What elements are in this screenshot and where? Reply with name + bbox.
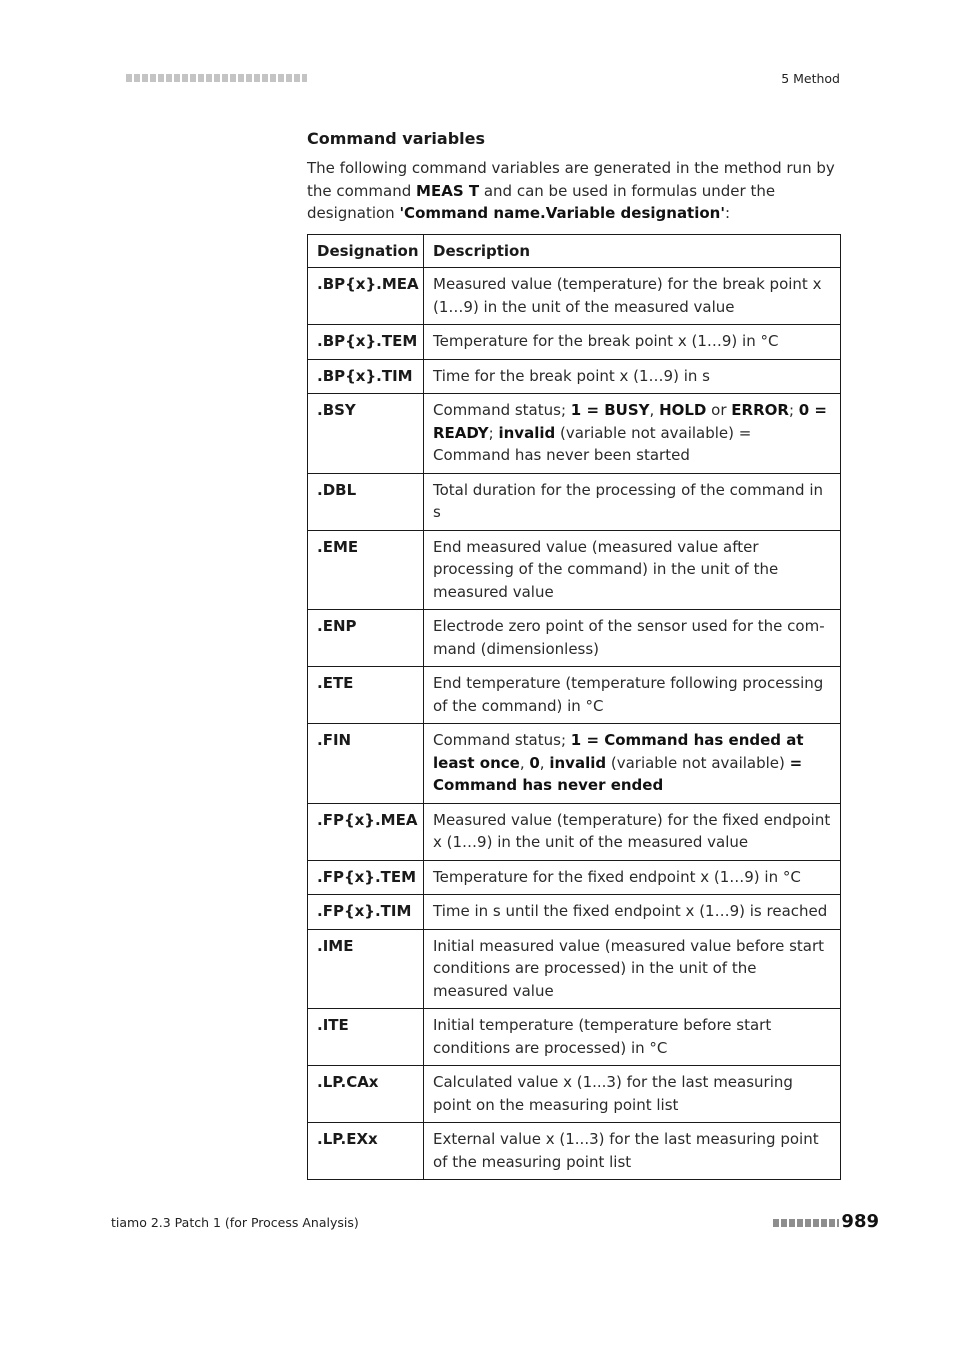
section-title: Command variables	[307, 129, 485, 148]
header-decoration-dots	[126, 74, 307, 82]
variable-designation: .IME	[308, 929, 424, 1009]
variable-designation: .ENP	[308, 610, 424, 667]
table-row	[308, 473, 841, 530]
command-variables-section	[307, 128, 841, 1180]
variable-description: End measured value (measured value after processing of the command) in the unit of the measured value	[424, 530, 841, 610]
table-row	[308, 667, 841, 724]
variable-designation: .BP{x}.MEA	[308, 268, 424, 325]
variable-description: External value x (1...3) for the last measuring point of the measuring point list	[424, 1123, 841, 1180]
variable-description: End temperature (temperature following processing of the command) in °C	[424, 667, 841, 724]
variable-description: Total duration for the processing of the command in s	[424, 473, 841, 530]
table-row	[308, 530, 841, 610]
section-intro: The following command variables are generated in the method run by the command MEAS T and can be used in formulas under the designation 'Command name.Variable designation':	[307, 159, 835, 222]
variable-description: Temperature for the fixed endpoint x (1…9) in °C	[424, 860, 841, 895]
variable-designation: .LP.EXx	[308, 1123, 424, 1180]
page-number: 989	[841, 1211, 879, 1232]
table-row	[308, 1123, 841, 1180]
variable-designation: .DBL	[308, 473, 424, 530]
footer-product: tiamo 2.3 Patch 1 (for Process Analysis)	[111, 1215, 359, 1230]
table-row	[308, 610, 841, 667]
variable-designation: .BP{x}.TEM	[308, 325, 424, 360]
footer-decoration-dots	[773, 1219, 839, 1227]
variable-designation: .FIN	[308, 724, 424, 804]
variable-description: Electrode zero point of the sensor used for the command (dimensionless)	[424, 610, 841, 667]
variable-designation: .LP.CAx	[308, 1066, 424, 1123]
variable-designation: .FP{x}.TIM	[308, 895, 424, 930]
header-chapter: 5 Method	[781, 71, 840, 86]
variable-description: Temperature for the break point x (1…9) in °C	[424, 325, 841, 360]
variable-description: Initial temperature (temperature before start conditions are processed) in °C	[424, 1009, 841, 1066]
variable-designation: .ITE	[308, 1009, 424, 1066]
table-row	[308, 860, 841, 895]
table-row	[308, 1009, 841, 1066]
variable-description: Measured value (temperature) for the break point x (1…9) in the unit of the measured value	[424, 268, 841, 325]
table-row	[308, 394, 841, 474]
table-row	[308, 325, 841, 360]
variable-description: Calculated value x (1...3) for the last measuring point on the measuring point list	[424, 1066, 841, 1123]
variable-description: Command status; 1 = Command has ended at least once, 0, invalid (variable not available) = Command has never ended	[424, 724, 841, 804]
table-row	[308, 803, 841, 860]
variable-designation: .FP{x}.TEM	[308, 860, 424, 895]
table-row	[308, 359, 841, 394]
command-variables-table	[307, 234, 841, 1181]
column-header-designation: Designation	[308, 234, 424, 268]
table-row	[308, 929, 841, 1009]
variable-designation: .BP{x}.TIM	[308, 359, 424, 394]
column-header-description: Description	[424, 234, 841, 268]
variable-designation: .FP{x}.MEA	[308, 803, 424, 860]
variable-designation: .BSY	[308, 394, 424, 474]
table-row	[308, 724, 841, 804]
variable-designation: .ETE	[308, 667, 424, 724]
table-header-row	[308, 234, 841, 268]
variable-description: Command status; 1 = BUSY, HOLD or ERROR; 0 = READY; invalid (variable not available) = Command has never been started	[424, 394, 841, 474]
variable-description: Time in s until the fixed endpoint x (1…9) is reached	[424, 895, 841, 930]
table-row	[308, 895, 841, 930]
table-row	[308, 268, 841, 325]
variable-designation: .EME	[308, 530, 424, 610]
variable-description: Initial measured value (measured value before start conditions are processed) in the unit of the measured value	[424, 929, 841, 1009]
variable-description: Time for the break point x (1…9) in s	[424, 359, 841, 394]
variable-description: Measured value (temperature) for the fixed endpoint x (1…9) in the unit of the measured value	[424, 803, 841, 860]
table-row	[308, 1066, 841, 1123]
